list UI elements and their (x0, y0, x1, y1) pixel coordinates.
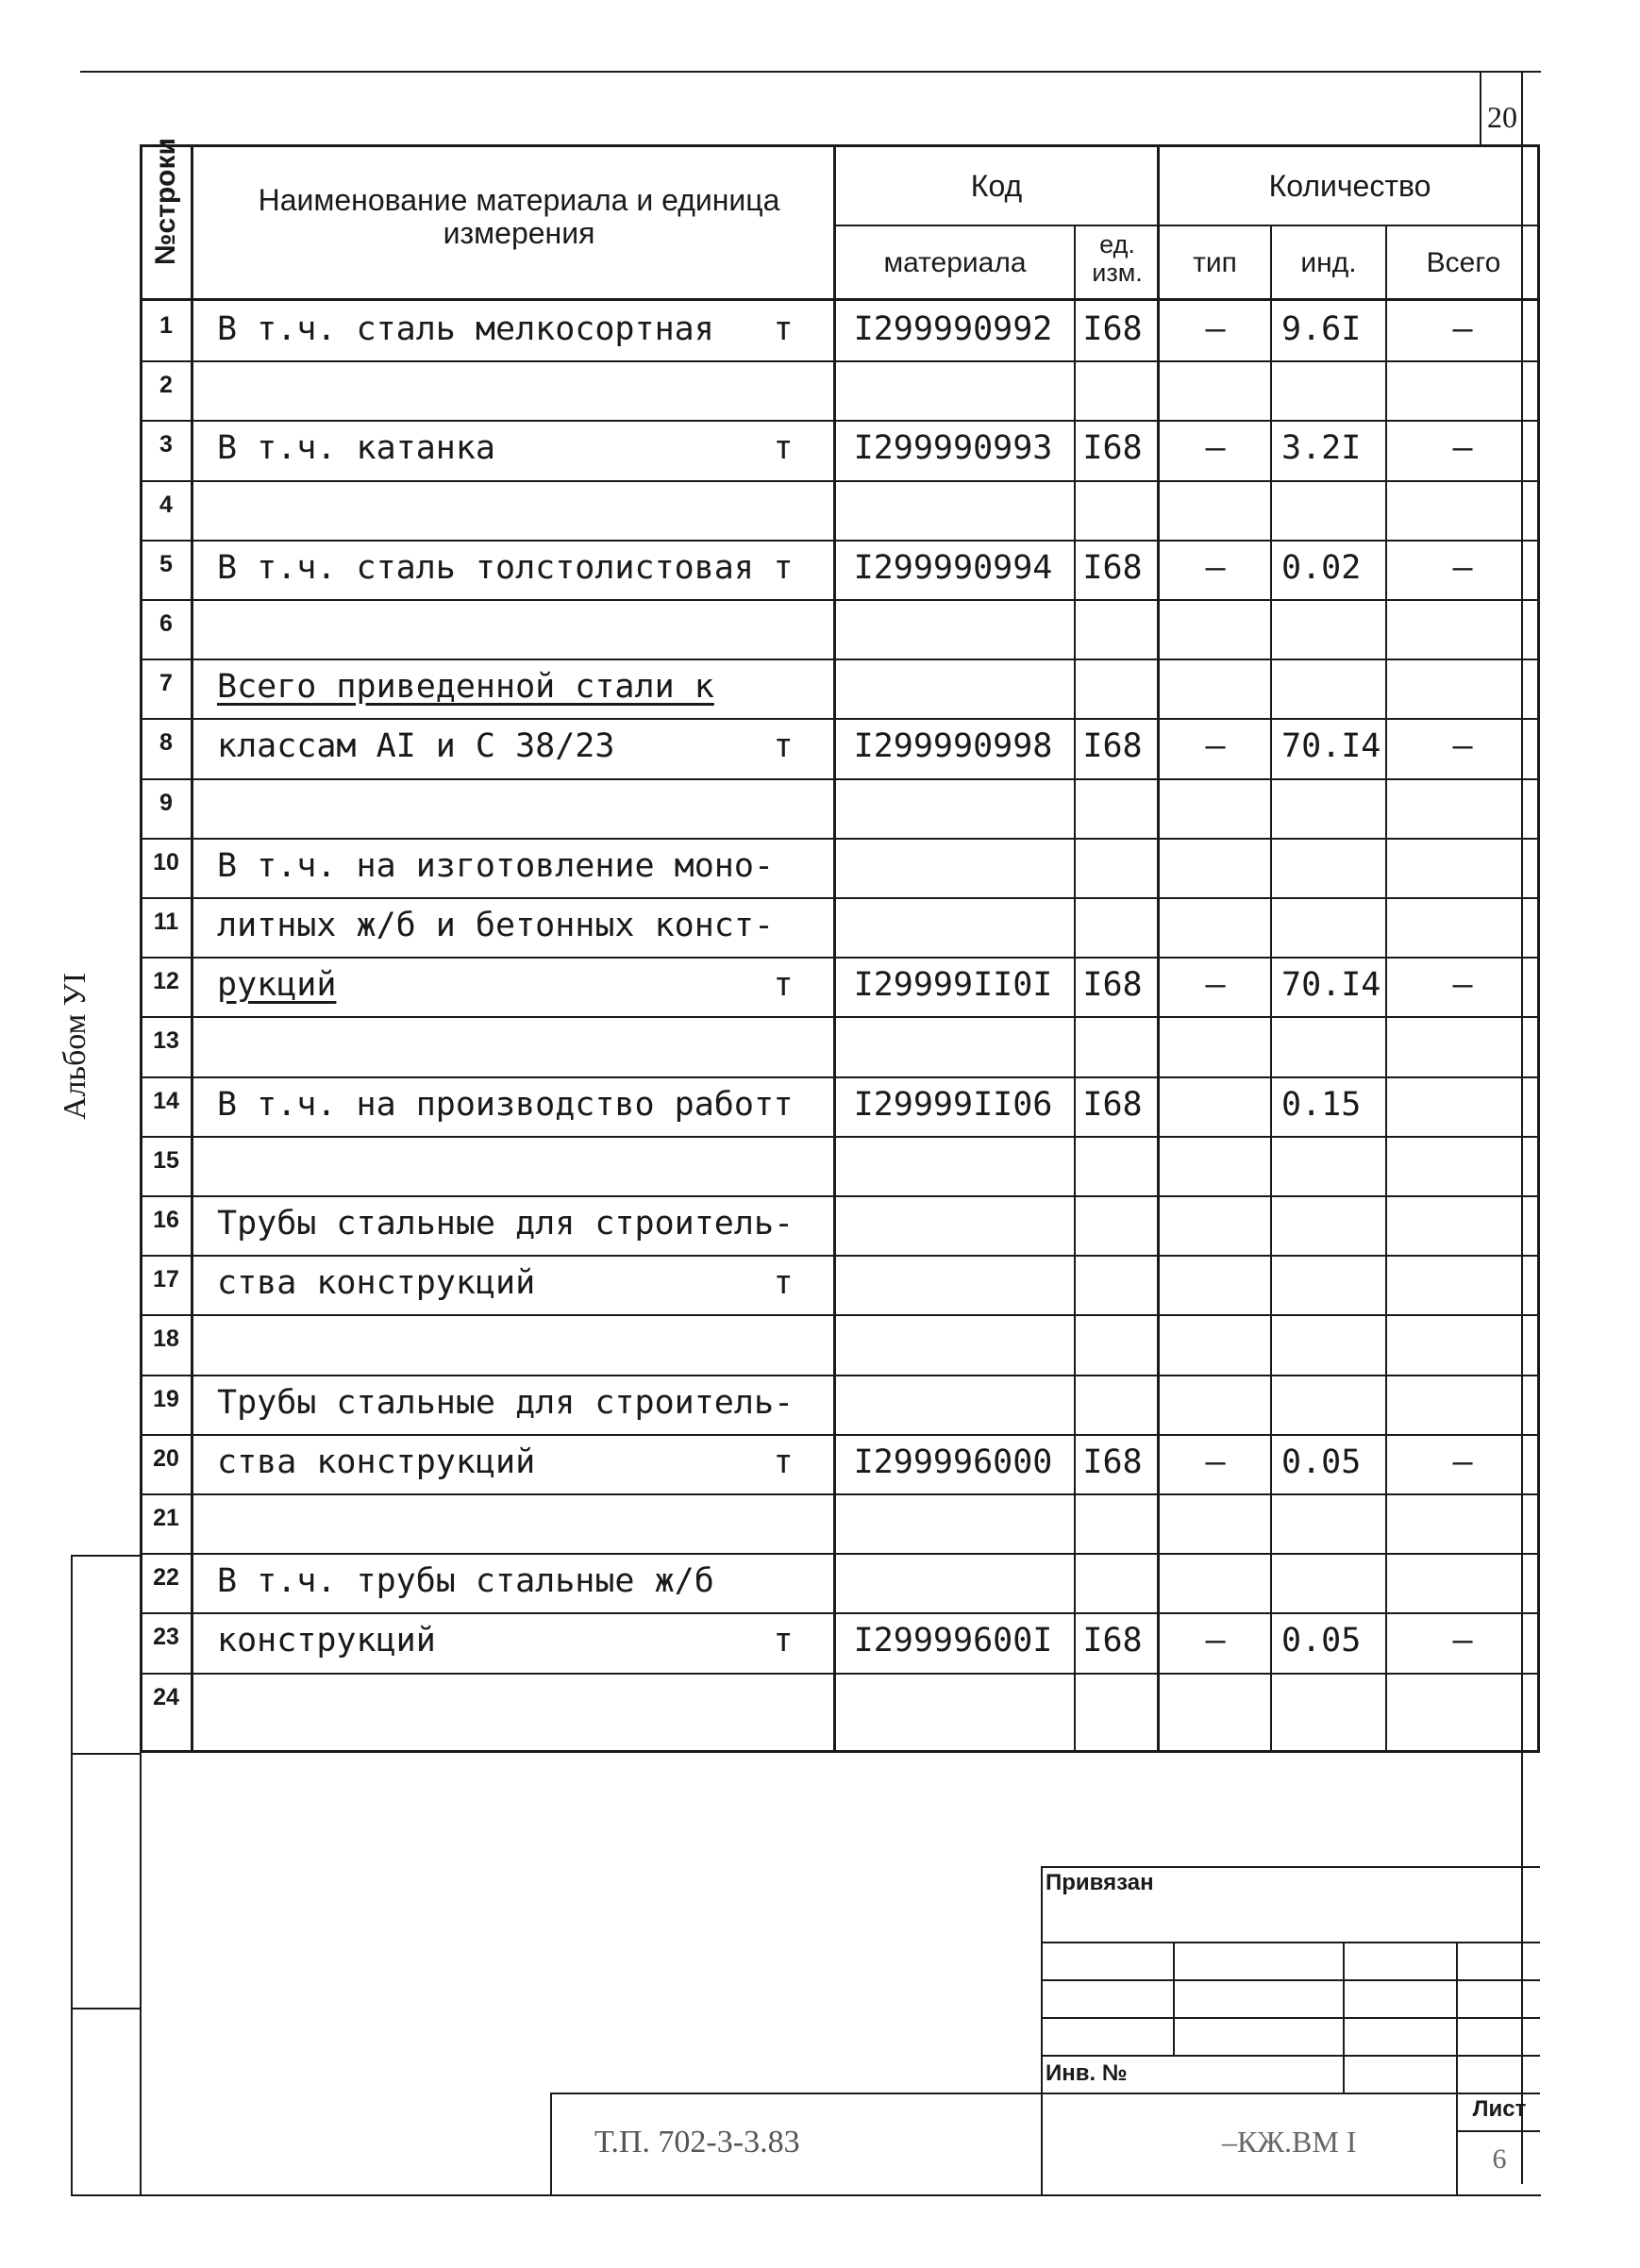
col-line-code (833, 144, 836, 1753)
row-line (140, 718, 1540, 720)
qty-typ: – (1205, 1443, 1226, 1481)
row-number: 21 (153, 1505, 179, 1531)
row-line (140, 778, 1540, 780)
unit: т (773, 727, 794, 766)
qty-total: – (1452, 727, 1473, 766)
row-number: 17 (153, 1266, 179, 1293)
material-code: I299990994 (853, 548, 1053, 587)
row-line (140, 1673, 1540, 1675)
sheet-box-line (1456, 2130, 1540, 2132)
qty-ind: 3.2I (1281, 429, 1362, 468)
unit-code: I68 (1082, 727, 1143, 766)
unit: т (773, 1264, 794, 1303)
unit-code: I68 (1082, 548, 1143, 587)
stamp-top (1041, 1866, 1540, 1868)
unit-code: I68 (1082, 310, 1143, 348)
qty-ind: 0.15 (1281, 1085, 1362, 1124)
header-quantity: Количество (1268, 169, 1431, 203)
unit-code: I68 (1082, 429, 1143, 468)
qty-ind: 70.I4 (1281, 966, 1381, 1005)
material-name: Всего приведенной стали к (217, 668, 714, 707)
row-number: 9 (159, 789, 173, 816)
qty-typ: – (1205, 727, 1226, 766)
title-block-left (550, 2093, 552, 2196)
stamp-col-1 (1173, 1942, 1175, 2055)
header-bottom-line (140, 298, 1540, 301)
header-material: материала (883, 247, 1027, 278)
row-line (140, 420, 1540, 422)
row-line (140, 897, 1540, 899)
material-code: I299990993 (853, 429, 1053, 468)
row-line (140, 1076, 1540, 1078)
page-number-box-left (1480, 71, 1481, 146)
material-name: конструкций (217, 1622, 436, 1660)
header-code: Код (970, 169, 1023, 203)
material-name: классам AI и С 38/23 (217, 727, 615, 766)
qty-total: – (1452, 548, 1473, 587)
doc-code: Т.П. 702-3-3.83 (594, 2125, 800, 2160)
row-number: 22 (153, 1564, 179, 1592)
header-typ: тип (1193, 247, 1237, 278)
doc-suffix: –КЖ.ВМ I (1222, 2125, 1357, 2159)
material-name: В т.ч. на производство работ (217, 1085, 775, 1124)
unit-code: I68 (1082, 1622, 1143, 1660)
header-sub-line (833, 225, 1540, 226)
qty-ind: 0.05 (1281, 1443, 1362, 1481)
material-code: I29999600I (853, 1622, 1053, 1660)
qty-typ: – (1205, 966, 1226, 1005)
stamp-col-2 (1343, 1942, 1345, 2093)
material-name: В т.ч. сталь мелкосортная (217, 310, 714, 348)
material-code: I299996000 (853, 1443, 1053, 1481)
material-name: рукций (217, 966, 337, 1005)
row-number: 13 (153, 1027, 179, 1055)
qty-ind: 0.02 (1281, 548, 1362, 587)
row-number: 15 (153, 1146, 179, 1174)
row-line (140, 838, 1540, 840)
bottom-rule (71, 2194, 1541, 2196)
material-name: литных ж/б и бетонных конст- (217, 907, 775, 944)
qty-total: – (1452, 1622, 1473, 1660)
row-number: 7 (159, 670, 173, 697)
row-number: 4 (159, 491, 173, 518)
stamp-line-3 (1041, 2017, 1540, 2019)
row-number: 14 (153, 1087, 179, 1114)
row-line (140, 1375, 1540, 1376)
title-block-top (550, 2093, 1540, 2094)
row-line (140, 1016, 1540, 1018)
qty-typ: – (1205, 310, 1226, 348)
page-number: 20 (1487, 100, 1517, 134)
header-ind: инд. (1300, 247, 1357, 278)
col-line-qty (1157, 144, 1160, 1753)
row-line (140, 659, 1540, 660)
unit: т (773, 966, 794, 1005)
material-name: ства конструкций (217, 1443, 536, 1481)
material-code: I29999II0I (853, 966, 1053, 1005)
header-total: Всего (1426, 247, 1501, 278)
material-code: I29999II06 (853, 1085, 1053, 1124)
row-number: 24 (153, 1683, 179, 1710)
qty-ind: 70.I4 (1281, 727, 1381, 766)
material-code: I299990998 (853, 727, 1053, 766)
row-line (140, 540, 1540, 542)
material-name: В т.ч. катанка (217, 429, 496, 468)
row-line (140, 1195, 1540, 1197)
row-number: 5 (159, 550, 173, 577)
unit: т (773, 310, 794, 348)
unit: т (773, 548, 794, 587)
qty-total: – (1452, 966, 1473, 1005)
top-rule (80, 71, 1541, 73)
sheet-label: Лист (1472, 2096, 1527, 2122)
sheet-number: 6 (1492, 2143, 1507, 2175)
row-number: 6 (159, 610, 173, 637)
stamp-line-1 (1041, 1942, 1540, 1943)
row-line (140, 1493, 1540, 1495)
row-number: 8 (159, 729, 173, 757)
row-line (140, 1434, 1540, 1436)
stamp-line-4 (1041, 2055, 1540, 2057)
unit: т (773, 1622, 794, 1660)
material-name: В т.ч. на изготовление моно- (217, 846, 775, 885)
row-number: 3 (159, 431, 173, 459)
row-line (140, 1314, 1540, 1316)
unit: т (773, 1085, 794, 1124)
header-unit-of-measure: ед. изм. (1092, 230, 1143, 287)
row-number: 18 (153, 1326, 179, 1353)
qty-ind: 9.6I (1281, 310, 1362, 348)
qty-total: – (1452, 1443, 1473, 1481)
stamp-privyazan: Привязан (1046, 1870, 1154, 1895)
stamp-inv-no: Инв. № (1046, 2060, 1128, 2086)
margin-tick-3 (71, 2008, 142, 2010)
material-name: В т.ч. трубы стальные ж/б (217, 1562, 714, 1601)
qty-typ: – (1205, 429, 1226, 468)
row-line (140, 957, 1540, 959)
stamp-line-2 (1041, 1979, 1540, 1981)
row-number: 1 (159, 312, 173, 339)
unit: т (773, 1443, 794, 1481)
row-number: 11 (153, 909, 179, 935)
unit: т (773, 429, 794, 468)
row-number: 19 (153, 1385, 179, 1412)
row-number: 16 (153, 1207, 179, 1233)
margin-line-inner (140, 1753, 142, 2196)
row-number: 23 (153, 1624, 179, 1651)
row-line (140, 360, 1540, 362)
row-line (140, 480, 1540, 482)
unit-code: I68 (1082, 966, 1143, 1005)
row-number: 2 (159, 372, 173, 399)
row-line (140, 1612, 1540, 1614)
unit-code: I68 (1082, 1085, 1143, 1124)
material-name: Трубы стальные для строитель- (217, 1205, 795, 1242)
material-name: ства конструкций (217, 1264, 536, 1303)
margin-tick-1 (71, 1555, 142, 1557)
qty-total: – (1452, 310, 1473, 348)
row-number: 10 (153, 848, 179, 876)
margin-line-outer (71, 1555, 73, 2196)
qty-ind: 0.05 (1281, 1622, 1362, 1660)
row-line (140, 599, 1540, 601)
qty-total: – (1452, 429, 1473, 468)
row-line (140, 1553, 1540, 1555)
materials-table (140, 138, 1540, 1753)
material-name: В т.ч. сталь толстолистовая (217, 548, 754, 587)
side-album-label: Альбом УI (58, 972, 92, 1121)
margin-tick-2 (71, 1753, 142, 1755)
header-row-number: №строки (150, 138, 181, 265)
row-line (140, 1255, 1540, 1257)
row-number: 12 (153, 968, 179, 995)
material-name: Трубы стальные для строитель- (217, 1383, 795, 1422)
qty-typ: – (1205, 548, 1226, 587)
header-name: Наименование материала и единица измерения (258, 183, 780, 251)
qty-typ: – (1205, 1622, 1226, 1660)
stamp-col-3 (1456, 1942, 1458, 2196)
row-number: 20 (153, 1444, 179, 1472)
stamp-left (1041, 1866, 1043, 2196)
unit-code: I68 (1082, 1443, 1143, 1481)
row-line (140, 1136, 1540, 1138)
material-code: I299990992 (853, 310, 1053, 348)
